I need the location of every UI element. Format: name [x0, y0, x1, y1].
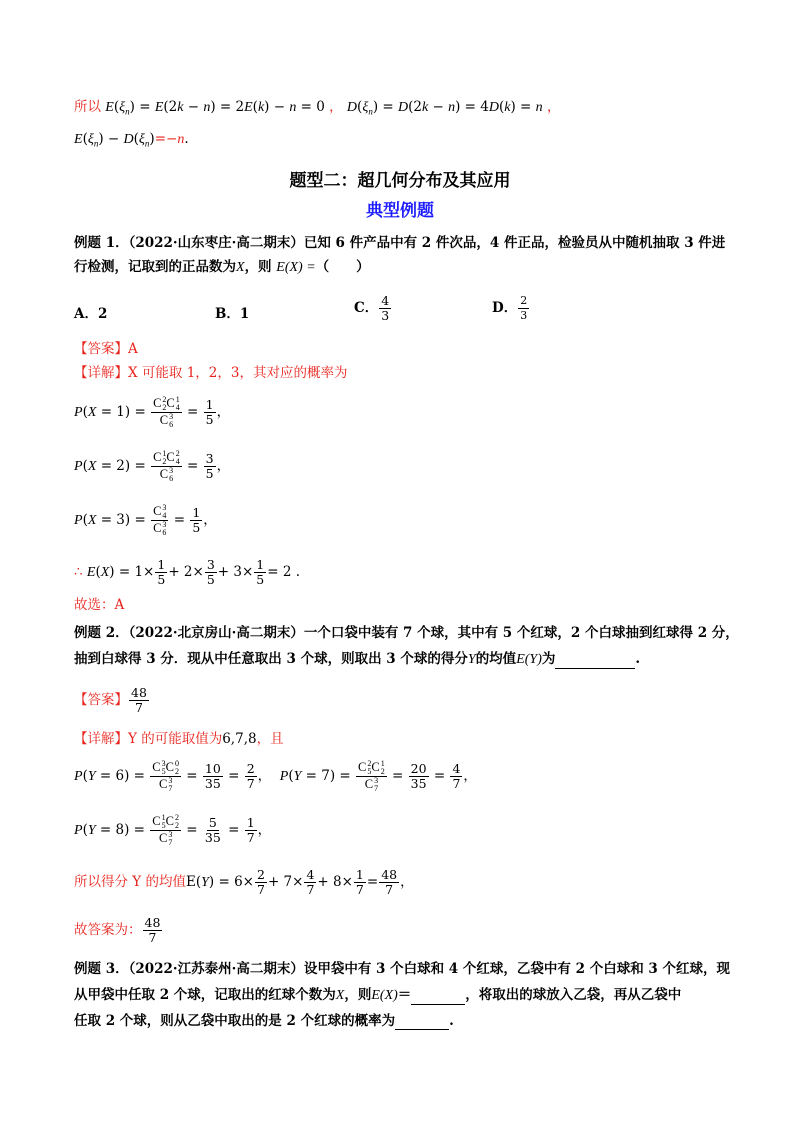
option-b: B．1 [215, 306, 250, 322]
formula-px1: P(X = 1) = C 2 2 C 1 4 C 3 6 = $\frac{1}{5}$ ， [74, 395, 231, 430]
answer-2: 【答案】 $\frac{48}{7}$ [74, 685, 147, 715]
text-so: 所以 [74, 99, 101, 115]
answer-blank-2 [395, 1015, 449, 1030]
option-d: D． $\frac{2}{3}$ [492, 294, 528, 322]
formula-ex: ∴ E(X) = 1× $\frac{1}{5}$ + 2× $\frac{3}{5}$ + 3× $\frac{1}{5}$ = 2 . [74, 557, 301, 587]
formula-line-expectation: 所以 $E(\xi_n) = E(2k - n) = 2E(k) - n = 0$ ， $D(\xi_n) = D(2k - n) = 4D(k) = n$ ， [74, 99, 561, 117]
detail-2: 【详解】Y 的可能取值为6,7,8，且 [74, 731, 284, 747]
answer-blank-1 [411, 990, 465, 1005]
option-c: C． $\frac{4}{3}$ [354, 293, 390, 323]
formula-py6-py7: P(Y = 6) = C 3 5 C 0 2 C 3 7 = $\frac{10}{35}$ = $\frac{2}{7}$ ， P(Y = 7) = C 2 5 C 1 2 C 3 7 = $\frac{20}{35}$ = $\frac{4}{7}$ ， [74, 759, 477, 794]
section-title: 题型二：超几何分布及其应用 [289, 171, 511, 191]
formula-px2: P(X = 2) = C 1 2 C 2 4 C 3 6 = $\frac{3}{5}$ ， [74, 449, 231, 484]
example-2-line-1: 例题 2．（2022·北京房山·高二期末）一个口袋中装有 7 个球，其中有 5 个红球，2 个白球抽到红球得 2 分， [74, 625, 739, 641]
formula-py8: P(Y = 8) = C 1 5 C 2 2 C 3 7 = $\frac{5}{35}$ = $\frac{1}{7}$ ， [74, 813, 272, 848]
formula-px3: P(X = 3) = C 3 4 C 3 6 = $\frac{1}{5}$ ， [74, 503, 217, 538]
example-3-line-2: 从甲袋中任取 2 个球，记取出的红球个数为X，则E(X)＝ ，将取出的球放入乙袋，再从乙袋中 [74, 987, 682, 1003]
example-1-line-2: 行检测，记取到的正品数为X，则 E(X) =（ ） [74, 259, 370, 275]
formula-variance: $D(\xi_n) = D(2k - n) = 4D(k) = n$ [346, 99, 543, 117]
option-a: A．2 [74, 306, 108, 322]
example-3-line-3: 任取 2 个球，则从乙袋中取出的是 2 个红球的概率为 . [74, 1013, 454, 1029]
formula-line-difference: $E(\xi_n) - D(\xi_n)=-n$. [74, 131, 189, 149]
answer-1: 【答案】A [74, 341, 138, 357]
answer-blank [555, 654, 635, 669]
example-1-line-1: 例题 1．（2022·山东枣庄·高二期末）已知 6 件产品中有 2 件次品，4 件正品，检验员从中随机抽取 3 件进 [74, 235, 726, 251]
choose-1: 故选：A [74, 597, 125, 613]
formula-ey: 所以得分 Y 的均值E(Y) = 6× $\frac{2}{7}$ + 7× $\frac{4}{7}$ + 8× $\frac{1}{7}$ = $\frac{48}{7}$ ， [74, 867, 414, 897]
detail-1: 【详解】X 可能取 1，2，3，其对应的概率为 [74, 365, 348, 381]
sub-title: 典型例题 [366, 201, 434, 221]
example-3-line-1: 例题 3．（2022·江苏泰州·高二期末）设甲袋中有 3 个白球和 4 个红球，乙袋中有 2 个白球和 3 个红球，现 [74, 961, 730, 977]
formula-e-d: $E(\xi_n) = E(2k - n) = 2E(k) - n = 0$ [105, 99, 330, 117]
example-2-line-2: 抽到白球得 3 分．现从中任意取出 3 个球，则取出 3 个球的得分Y的均值E(Y)为 . [74, 651, 641, 667]
final-answer-2: 故答案为： $\frac{48}{7}$ [74, 915, 161, 945]
